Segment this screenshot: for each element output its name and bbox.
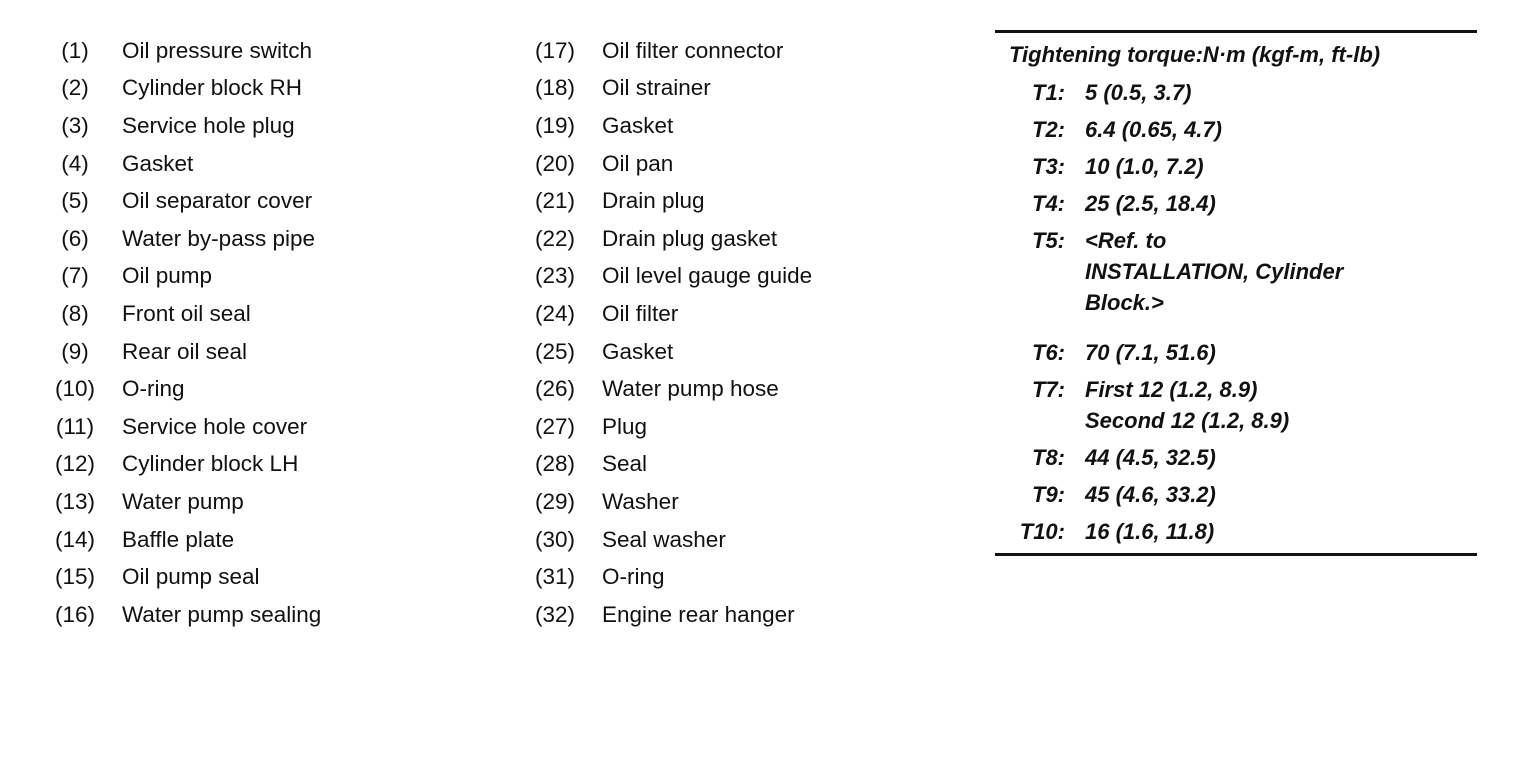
part-row	[530, 333, 812, 371]
part-number: (16)	[54, 601, 95, 627]
part-name: Oil pan	[602, 150, 674, 176]
part-number: (12)	[54, 451, 95, 477]
part-row	[50, 558, 321, 596]
part-name: Cylinder block LH	[122, 451, 299, 477]
part-row	[50, 182, 321, 220]
torque-row	[995, 442, 1477, 473]
torque-key: T6:	[1032, 340, 1065, 365]
part-row	[50, 483, 321, 521]
part-name: Rear oil seal	[122, 338, 248, 364]
parts-list-right	[530, 32, 812, 634]
torque-key: T2:	[1032, 117, 1065, 142]
part-row	[530, 258, 812, 296]
part-row	[530, 370, 812, 408]
part-name: Oil pump	[122, 263, 213, 289]
part-row	[50, 70, 321, 108]
part-name: Water by-pass pipe	[122, 225, 315, 251]
torque-row	[995, 479, 1477, 510]
part-number: (10)	[54, 376, 95, 402]
part-name: Baffle plate	[122, 526, 235, 552]
part-number: (2)	[61, 75, 89, 101]
part-name: Oil filter	[602, 300, 679, 326]
torque-row	[995, 114, 1477, 145]
torque-value: <Ref. to INSTALLATION, Cylinder Block.>	[1085, 228, 1344, 315]
part-number: (26)	[534, 376, 575, 402]
torque-row	[995, 188, 1477, 219]
part-row	[50, 32, 321, 70]
part-name: Water pump hose	[602, 376, 779, 402]
part-number: (19)	[534, 112, 575, 138]
part-row	[530, 32, 812, 70]
part-name: Seal	[602, 451, 648, 477]
part-number: (29)	[534, 488, 575, 514]
part-number: (17)	[534, 37, 575, 63]
torque-value: 70 (7.1, 51.6)	[1085, 340, 1216, 365]
part-row	[50, 295, 321, 333]
part-row	[530, 295, 812, 333]
part-name: Cylinder block RH	[122, 75, 303, 101]
part-row	[530, 70, 812, 108]
part-number: (7)	[61, 263, 89, 289]
part-number: (32)	[534, 601, 575, 627]
part-number: (11)	[55, 413, 95, 439]
torque-value: 45 (4.6, 33.2)	[1085, 482, 1216, 507]
torque-value: First 12 (1.2, 8.9) Second 12 (1.2, 8.9)	[1085, 377, 1290, 433]
part-row	[50, 258, 321, 296]
part-row	[50, 333, 321, 371]
torque-value: 6.4 (0.65, 4.7)	[1085, 117, 1222, 142]
part-number: (3)	[61, 112, 89, 138]
torque-key: T4:	[1032, 191, 1065, 216]
part-number: (22)	[534, 225, 575, 251]
part-row	[530, 558, 812, 596]
part-row	[530, 483, 812, 521]
part-row	[50, 370, 321, 408]
torque-key: T9:	[1032, 482, 1065, 507]
part-row	[530, 182, 812, 220]
part-number: (24)	[534, 300, 575, 326]
part-number: (23)	[534, 263, 575, 289]
part-name: Oil separator cover	[122, 188, 313, 214]
part-name: O-ring	[602, 564, 665, 590]
part-name: Oil level gauge guide	[602, 263, 813, 289]
part-number: (9)	[61, 338, 89, 364]
part-row	[50, 145, 321, 183]
part-name: Gasket	[122, 150, 194, 176]
part-row	[50, 596, 321, 634]
torque-row	[995, 77, 1477, 108]
torque-row	[995, 337, 1477, 368]
torque-key: T7:	[1032, 377, 1065, 402]
part-row	[530, 521, 812, 559]
part-name: Engine rear hanger	[602, 601, 795, 627]
part-name: Oil strainer	[602, 75, 711, 101]
part-name: Oil filter connector	[602, 37, 784, 63]
part-number: (15)	[54, 564, 95, 590]
part-name: Washer	[602, 488, 679, 514]
torque-row	[995, 225, 1477, 318]
part-number: (5)	[61, 188, 89, 214]
part-name: Water pump	[122, 488, 244, 514]
part-number: (28)	[534, 451, 575, 477]
part-name: Gasket	[602, 338, 674, 364]
part-number: (6)	[61, 225, 89, 251]
part-row	[530, 107, 812, 145]
part-name: Service hole cover	[122, 413, 308, 439]
part-name: Seal washer	[602, 526, 726, 552]
part-number: (21)	[534, 188, 575, 214]
part-number: (20)	[534, 150, 575, 176]
part-name: Oil pressure switch	[122, 37, 313, 63]
torque-key: T5:	[1032, 228, 1065, 253]
part-number: (27)	[534, 413, 575, 439]
torque-key: T10:	[1019, 519, 1065, 544]
part-number: (18)	[534, 75, 575, 101]
torque-value: 10 (1.0, 7.2)	[1085, 154, 1204, 179]
torque-row	[995, 374, 1477, 436]
part-row	[530, 145, 812, 183]
part-row	[530, 220, 812, 258]
part-number: (8)	[61, 300, 89, 326]
part-name: O-ring	[122, 376, 185, 402]
part-row	[50, 220, 321, 258]
part-row	[530, 408, 812, 446]
torque-value: 5 (0.5, 3.7)	[1085, 80, 1192, 105]
part-row	[50, 446, 321, 484]
part-name: Drain plug gasket	[602, 225, 778, 251]
part-name: Service hole plug	[122, 112, 295, 138]
part-number: (1)	[61, 37, 89, 63]
torque-row	[995, 151, 1477, 182]
part-name: Water pump sealing	[122, 601, 322, 627]
torque-value: 25 (2.5, 18.4)	[1085, 191, 1216, 216]
part-number: (30)	[534, 526, 575, 552]
torque-table	[995, 30, 1477, 556]
torque-value: 44 (4.5, 32.5)	[1085, 445, 1216, 470]
part-row	[50, 408, 321, 446]
part-name: Drain plug	[602, 188, 705, 214]
part-number: (25)	[534, 338, 575, 364]
torque-title: Tightening torque:N·m (kgf-m, ft-lb)	[1009, 42, 1381, 67]
part-number: (14)	[54, 526, 95, 552]
part-row	[530, 596, 812, 634]
part-number: (13)	[54, 488, 95, 514]
torque-key: T8:	[1032, 445, 1065, 470]
part-row	[50, 521, 321, 559]
parts-list-left	[50, 32, 321, 634]
torque-key: T3:	[1032, 154, 1065, 179]
part-name: Oil pump seal	[122, 564, 260, 590]
part-number: (31)	[534, 564, 575, 590]
part-name: Plug	[602, 413, 648, 439]
part-name: Front oil seal	[122, 300, 251, 326]
part-row	[530, 446, 812, 484]
part-number: (4)	[61, 150, 89, 176]
torque-key: T1:	[1032, 80, 1065, 105]
torque-row	[995, 516, 1477, 547]
part-row	[50, 107, 321, 145]
torque-value: 16 (1.6, 11.8)	[1085, 519, 1215, 544]
part-name: Gasket	[602, 112, 674, 138]
